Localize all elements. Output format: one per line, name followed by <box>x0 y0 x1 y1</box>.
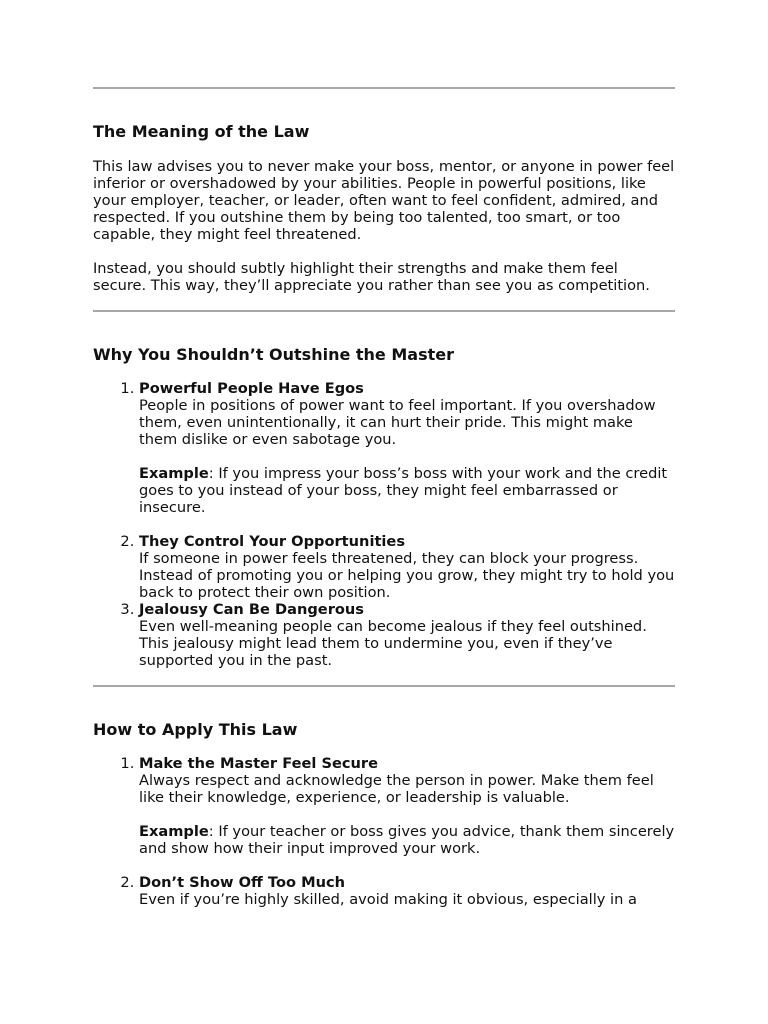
list-item-text: People in positions of power want to feel important. If you overshadow them, even unintentionally, it can hurt their pride. This might make them dislike or even sabotage you. <box>139 397 656 448</box>
section-heading-why: Why You Shouldn’t Outshine the Master <box>93 345 454 364</box>
paragraph-meaning-2: Instead, you should subtly highlight their strengths and make them feel secure. This way, they’ll appreciate you rather than see you as competition. <box>93 260 650 294</box>
document-page <box>93 0 675 908</box>
list-item-heading: Make the Master Feel Secure <box>139 755 379 772</box>
example-label: Example <box>139 465 209 482</box>
section-divider <box>93 685 675 687</box>
list-item-heading: Jealousy Can Be Dangerous <box>139 601 364 618</box>
list-item <box>139 755 675 874</box>
section-heading-apply: How to Apply This Law <box>93 720 298 739</box>
list-item-text: Even well-meaning people can become jealous if they feel outshined. This jealousy might lead them to undermine you, even if they’ve supported you in the past. <box>139 618 647 669</box>
list-item-heading: Don’t Show Off Too Much <box>139 874 346 891</box>
list-item-text: Even if you’re highly skilled, avoid making it obvious, especially in a <box>139 891 637 908</box>
section-heading-meaning: The Meaning of the Law <box>93 122 310 141</box>
list-item-heading: They Control Your Opportunities <box>139 533 406 550</box>
list-item-text: Always respect and acknowledge the person in power. Make them feel like their knowledge, experience, or leadership is valuable. <box>139 772 654 806</box>
reasons-list <box>93 380 675 669</box>
list-item <box>139 533 675 601</box>
list-item-text: If someone in power feels threatened, they can block your progress. Instead of promoting you or helping you grow, they might try to hold you back to protect their own position. <box>139 550 675 601</box>
list-item <box>139 874 675 908</box>
list-item <box>139 380 675 533</box>
example-label: Example <box>139 823 209 840</box>
paragraph-meaning-1: This law advises you to never make your boss, mentor, or anyone in power feel inferior or overshadowed by your abilities. People in powerful positions, like your employer, teacher, or leader, often want to feel confident, admired, and respected. If you outshine them by being too talented, too smart, or too capable, they might feel threatened. <box>93 158 675 243</box>
section-divider <box>93 87 675 89</box>
list-item-heading: Powerful People Have Egos <box>139 380 364 397</box>
section-divider <box>93 310 675 312</box>
example-text: : If your teacher or boss gives you advice, thank them sincerely and show how their input improved your work. <box>139 823 675 857</box>
apply-list <box>93 755 675 908</box>
example-text: : If you impress your boss’s boss with your work and the credit goes to you instead of your boss, they might feel embarrassed or insecure. <box>139 465 668 516</box>
list-item <box>139 601 675 669</box>
